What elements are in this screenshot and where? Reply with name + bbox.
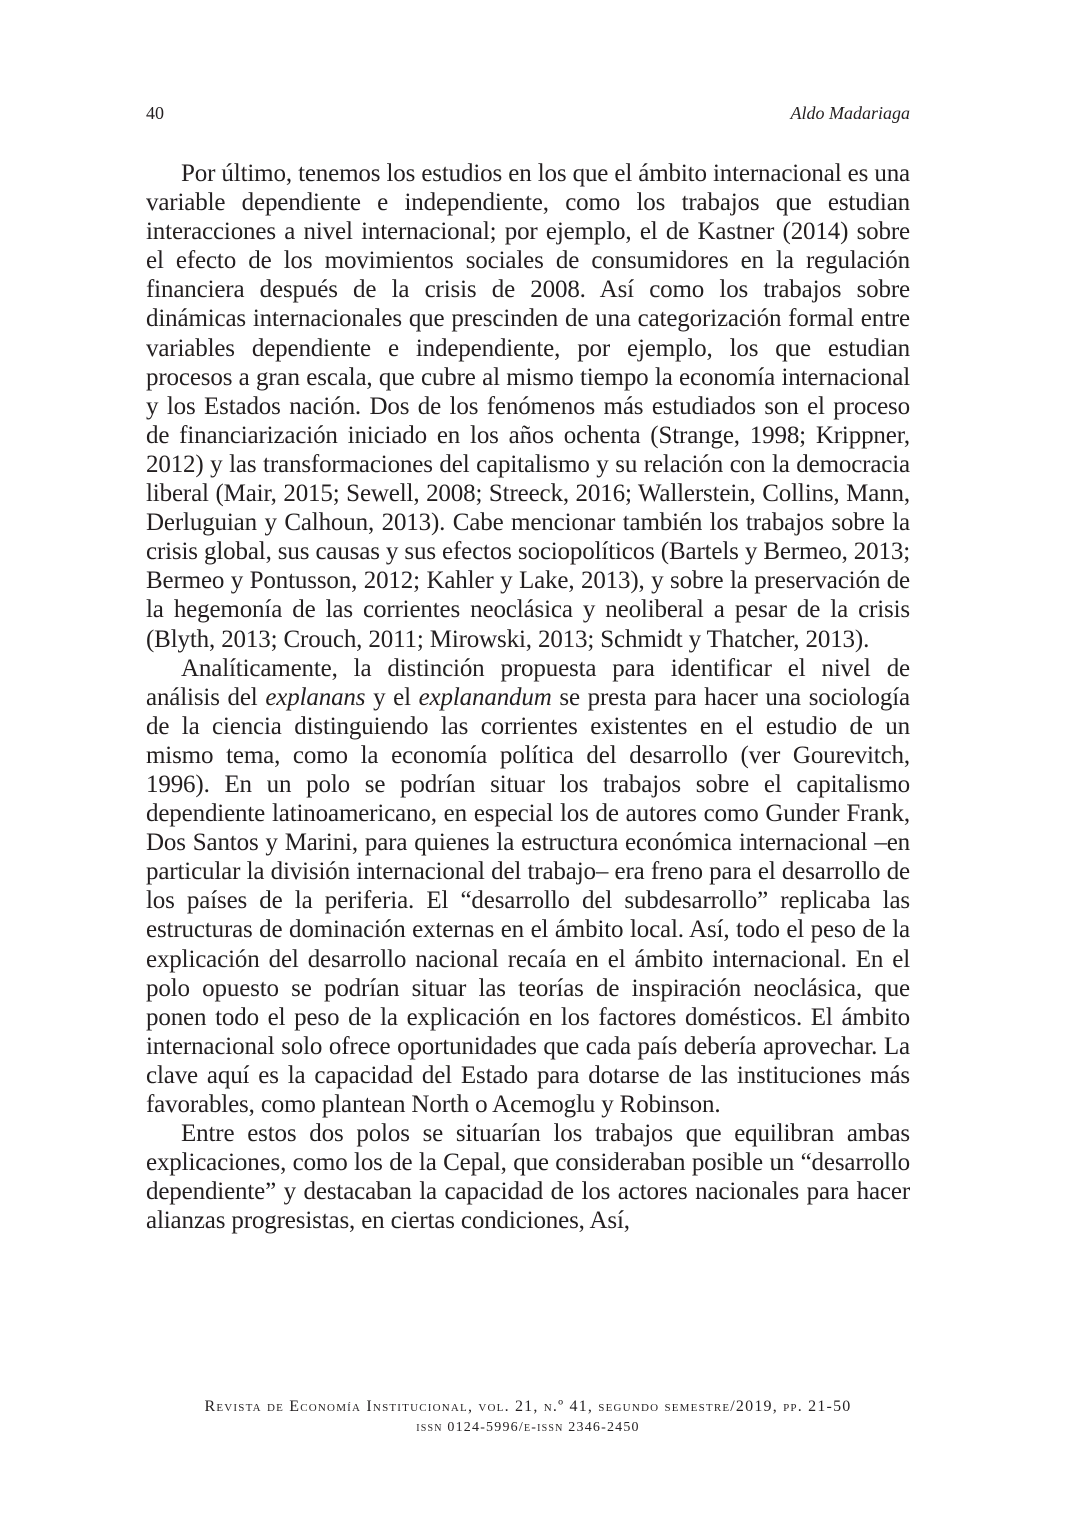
term-explanans: explanans: [265, 683, 366, 711]
paragraph-between-poles: Entre estos dos polos se situarían los trabajos que equilibran ambas explicaciones, como los de la Cepal, que consideraban posible un “desarrollo dependiente” y destacaban la capacidad de los actores nacionales para hacer alianzas progresistas, en ciertas condiciones, Así,: [146, 1120, 910, 1235]
page-number: 40: [146, 103, 164, 123]
body-text: [146, 159, 910, 1235]
journal-citation: Revista de Economía Institucional, vol. 21, n.º 41, segundo semestre/2019, pp. 21-50: [204, 1398, 852, 1415]
paragraph-text: se presta para hacer una sociología de la ciencia distinguiendo las corrientes existentes en el estudio de un mismo tema, como la economía política del desarrollo (ver Gourevitch, 1996). En un polo se podrían situar los trabajos sobre el capitalismo dependiente latinoamericano, en especial los de autores como Gunder Frank, Dos Santos y Marini, para quienes la estructura económica internacional –en particular la división internacional del trabajo– era freno para el desarrollo de los países de la periferia. El “desarrollo del subdesarrollo” replicaba las estructuras de dominación externas en el ámbito local. Así, todo el peso de la explicación del desarrollo nacional recaía en el ámbito internacional. En el polo opuesto se podrían situar las teorías de inspiración neoclásica, que ponen todo el peso de la explicación en los factores domésticos. El ámbito internacional solo ofrece oportunidades que cada país debería aprovechar. La clave aquí es la capacidad del Estado para dotarse de las instituciones más favorables, como plantean North o Acemoglu y Robinson.: [146, 683, 910, 1118]
term-explanandum: explanandum: [418, 683, 552, 711]
paragraph-text: Analíticamente, la distinción propuesta para identificar el nivel de análisis del: [146, 654, 910, 711]
running-head-author: Aldo Madariaga: [790, 103, 910, 123]
paragraph-text: y el: [365, 683, 419, 711]
running-header: [146, 103, 910, 129]
paragraph-analytical-distinction: [146, 654, 910, 1120]
page-footer: [146, 1396, 910, 1438]
paragraph-international-studies: Por último, tenemos los estudios en los que el ámbito internacional es una variable dependiente e independiente, como los trabajos que estudian interacciones a nivel internacional; por ejemplo, el de Kastner (2014) sobre el efecto de los movimientos sociales de consumidores en la regulación financiera después de la crisis de 2008. Así como los trabajos sobre dinámicas internacionales que prescinden de una categorización formal entre variables dependiente e independiente, por ejemplo, los que estudian procesos a gran escala, que cubre al mismo tiempo la economía internacional y los Estados nación. Dos de los fenómenos más estudiados son el proceso de financiarización iniciado en los años ochenta (Strange, 1998; Krippner, 2012) y las transformaciones del capitalismo y su relación con la democracia liberal (Mair, 2015; Sewell, 2008; Streeck, 2016; Wallerstein, Collins, Mann, Derluguian y Calhoun, 2013). Cabe mencionar también los trabajos sobre la crisis global, sus causas y sus efectos sociopolíticos (Bartels y Bermeo, 2013; Bermeo y Pontusson, 2012; Kahler y Lake, 2013), y sobre la preservación de la hegemonía de las corrientes neoclásica y neoliberal a pesar de la crisis (Blyth, 2013; Crouch, 2011; Mirowski, 2013; Schmidt y Thatcher, 2013).: [146, 160, 910, 653]
issn-line: issn 0124-5996/e-issn 2346-2450: [416, 1420, 640, 1435]
